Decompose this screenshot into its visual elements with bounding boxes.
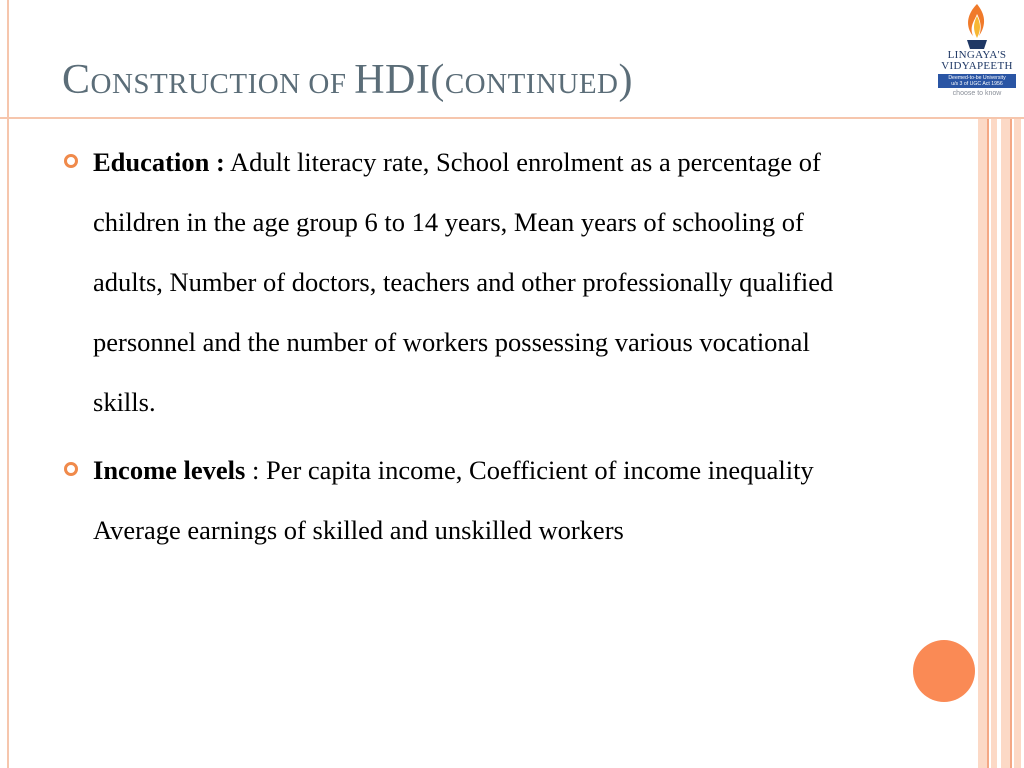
- logo-line-2: VIDYAPEETH: [941, 60, 1013, 72]
- bullet-income: Income levels : Per capita income, Coefficient of income inequality Average earnings of skilled and unskilled workers: [62, 440, 862, 560]
- university-logo: [934, 2, 1020, 116]
- bullet-education: Education : Adult literacy rate, School enrolment as a percentage of children in the age group 6 to 14 years, Mean years of schooling of adults, Number of doctors, teachers and other professionally qualified personnel and the number of workers possessing various vocational skills.: [62, 132, 862, 432]
- logo-line-1: LINGAYA'S: [947, 49, 1007, 61]
- logo-badge: Deemed-to-be University u/s 3 of UGC Act 1956: [938, 74, 1016, 88]
- decorative-circle: [913, 640, 975, 702]
- bullet-circle-icon: [64, 462, 78, 476]
- header-divider: [0, 117, 1024, 119]
- logo-tagline: choose to know: [952, 90, 1002, 97]
- slide-title: CONSTRUCTION OF HDI(CONTINUED): [62, 57, 633, 103]
- flame-icon: [957, 2, 997, 50]
- left-border-line: [7, 0, 9, 768]
- bullet-circle-icon: [64, 154, 78, 168]
- bullet-list: [62, 132, 862, 560]
